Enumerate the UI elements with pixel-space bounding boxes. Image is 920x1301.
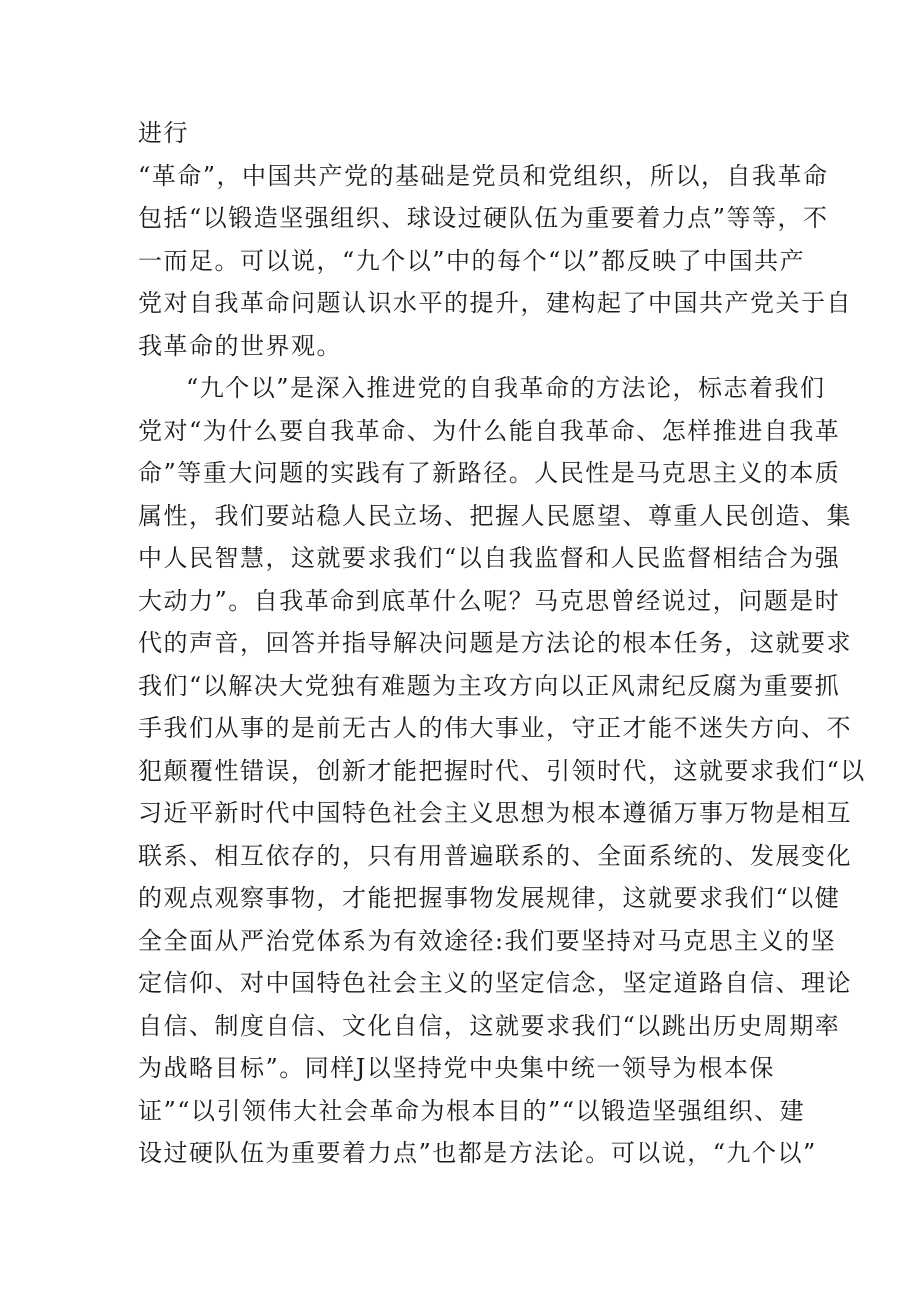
text-line: 自信、制度自信、文化自信，这就要求我们“以跳出历史周期率 (138, 1011, 841, 1040)
text-line: 设过硬队伍为重要着力点”也都是方法论。可以说，“九个以” (138, 1139, 817, 1167)
text-line: 定信仰、对中国特色社会主义的坚定信念，坚定道路自信、理论 (138, 969, 852, 997)
text-line: 包括“以锻造坚强组织、球设过硬队伍为重要着力点”等等，不 (138, 204, 829, 232)
text-line: 党对自我革命问题认识水平的提升，建构起了中国共产党关于自 (138, 289, 852, 317)
text-line: 进行 (138, 119, 189, 147)
text-line: 命”等重大问题的实践有了新路径。人民性是马克思主义的本质 (138, 459, 841, 487)
text-line: 一而足。可以说，“九个以”中的每个“以”都反映了中国共产 (138, 246, 806, 275)
text-line: 中人民智慧，这就要求我们“以自我监督和人民监督相结合为强 (138, 544, 841, 572)
text-line: 我们“以解决大党独有难题为主攻方向以正风肃纪反腐为重要抓 (138, 671, 841, 700)
text-line: 属性，我们要站稳人民立场、把握人民愿望、尊重人民创造、集 (138, 501, 852, 530)
text-line: 联系、相互依存的，只有用普遍联系的、全面系统的、发展变化 (138, 841, 852, 870)
text-line: 为战略目标”。同样J以坚持党中央集中统一领导为根本保 (138, 1054, 775, 1082)
text-line: 证”“以引领伟大社会革命为根本目的”“以锻造坚强组织、建 (138, 1096, 806, 1125)
text-line: 的观点观察事物，才能把握事物发展规律，这就要求我们“以健 (138, 884, 841, 912)
text-line: 手我们从事的是前无古人的伟大事业，守正才能不迷失方向、不 (138, 714, 852, 742)
paragraph-first-line: “九个以”是深入推进党的自我革命的方法论，标志着我们 (186, 374, 826, 402)
body-text (138, 112, 866, 1175)
text-line: “革命”，中国共产党的基础是党员和党组织，所以，自我革命 (138, 161, 829, 190)
text-line: 大动力”。自我革命到底革什么呢？马克思曾经说过，问题是时 (138, 586, 841, 615)
text-line: 全全面从严治党体系为有效途径:我们要坚持对马克思主义的坚 (138, 926, 837, 955)
text-line: 我革命的世界观。 (138, 331, 342, 360)
text-line: 党对“为什么要自我革命、为什么能自我革命、怎样推进自我革 (138, 416, 841, 445)
text-line: 犯颠覆性错误，创新才能把握时代、引领时代，这就要求我们“以 (138, 756, 866, 785)
text-line: 代的声音，回答并指导解决问题是方法论的根本任务，这就要求 (138, 629, 852, 657)
text-line: 习近平新时代中国特色社会主义思想为根本遵循万事万物是相互 (138, 799, 852, 827)
